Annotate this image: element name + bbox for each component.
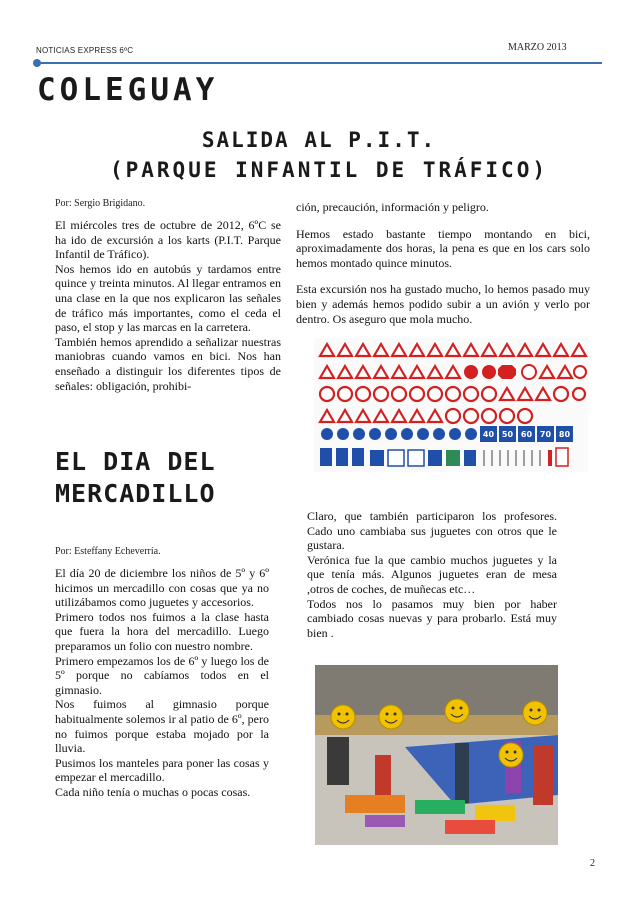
article1-paragraph: Esta excursión nos ha gustado mucho, lo hemos pasado muy bien y además hemos podido subir a un avión y verlo por dentro. Os aseguro que mola mucho.	[296, 282, 590, 326]
speed-limit-label: 50	[501, 430, 514, 439]
speed-limit-label: 60	[520, 430, 533, 439]
traffic-signs-image	[314, 338, 588, 472]
header-bullet-icon	[33, 59, 41, 67]
header-divider	[36, 62, 602, 64]
page-number: 2	[590, 858, 595, 869]
article2-paragraph: Primero empezamos los de 6º y luego los de 5º porque no cabíamos todos en el gimnasio.	[55, 653, 269, 697]
article2-paragraph: Primero todos nos fuimos a la clase hasta que fuera la hora del mercadillo. Luego preparamos un folio con nuestro nombre.	[55, 609, 269, 653]
article1-title-line2: (PARQUE INFANTIL DE TRÁFICO)	[109, 158, 548, 182]
newspaper-brand: COLEGUAY	[37, 72, 219, 108]
header-section-label: NOTICIAS EXPRESS 6ºC	[36, 46, 134, 55]
article2-paragraph: Nos fuimos al gimnasio porque habitualmente solemos ir al patio de 6º, pero no fuimos porque estaba mojado por la lluvia.	[55, 697, 269, 756]
header-date: MARZO 2013	[508, 42, 567, 53]
article1-paragraph: También hemos aprendido a señalizar nuestras maniobras cuando vamos en bici. Nos han enseñado a distinguir los diferentes tipos de señales: obligación, prohibi-	[55, 334, 281, 393]
article1-paragraph: Hemos estado bastante tiempo montando en bici, aproximadamente dos horas, la pena es que en los cars solo hemos montado quince minutos.	[296, 226, 590, 270]
article2-paragraph: Cada niño tenía o muchas o pocas cosas.	[55, 784, 251, 799]
article1-paragraph: El miércoles tres de octubre de 2012, 6ºC se ha ido de excursión a los karts (P.I.T. Parque Infantil de Tráfico).	[55, 218, 281, 262]
article2-paragraph: Claro, que también participaron los profesores. Cado uno cambiaba sus juguetes con otros que le gustara.	[307, 509, 557, 553]
article2-byline: Por: Esteffany Echeverría.	[55, 546, 161, 557]
article2-paragraph: Pusimos los manteles para poner las cosas y empezar el mercadillo.	[55, 755, 269, 785]
traffic-signs-graphic	[314, 338, 588, 472]
article2-title-line2: MERCADILLO	[55, 479, 216, 508]
article1-paragraph: ción, precaución, información y peligro.	[296, 200, 489, 214]
article1-byline: Por: Sergio Brigidano.	[55, 198, 146, 209]
speed-limit-label: 40	[482, 430, 495, 439]
article2-paragraph: Todos nos lo pasamos muy bien por haber cambiado cosas nuevas y para probarlo. Está muy bien .	[307, 596, 557, 640]
article2-title	[55, 446, 216, 510]
article1-left-column	[55, 218, 281, 393]
article1-right-column	[296, 200, 590, 326]
market-photo-graphic	[315, 665, 558, 845]
speed-limit-label: 70	[539, 430, 552, 439]
article1-title-line1: SALIDA AL P.I.T.	[201, 128, 437, 152]
article1-paragraph: Nos hemos ido en autobús y tardamos entre quince y treinta minutos. Al llegar entramos en una clase en la que nos explicaron las señales de tráfico más importantes, como el ceda el paso, el stop y las marcas en la carretera.	[55, 261, 281, 335]
article2-paragraph: El día 20 de diciembre los niños de 5º y 6º hicimos un mercadillo con cosas que ya no utilizábamos como juguetes y accesorios.	[55, 566, 269, 610]
article2-paragraph: Verónica fue la que cambio muchos juguetes y la que tenía más. Algunos juguetes eran de mesa ,otros de coches, de muñecas etc…	[307, 552, 557, 596]
article2-left-column	[55, 566, 269, 800]
speed-limit-label: 80	[558, 430, 571, 439]
market-photo	[315, 665, 558, 845]
article2-title-line1: EL DIA DEL	[55, 447, 216, 476]
article2-right-column	[307, 509, 557, 640]
